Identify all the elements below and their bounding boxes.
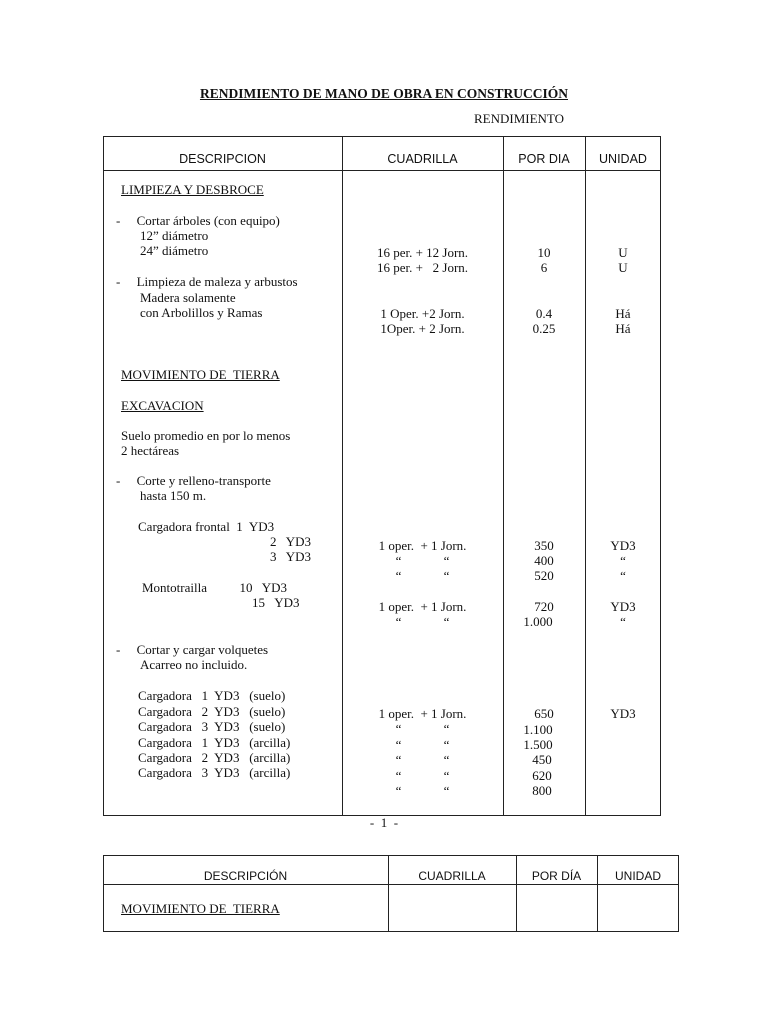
item-diametro-12: 12” diámetro — [140, 228, 209, 243]
unidad-cell: “ — [620, 568, 626, 583]
item-cortar-cargar: - Cortar y cargar volquetes — [116, 642, 269, 657]
cuadrilla-cell: 16 per. + 12 Jorn. — [376, 245, 469, 260]
cuadrilla-cell: 1 oper. + 1 Jorn. — [378, 538, 467, 553]
por-dia-cell: 650 — [534, 706, 554, 721]
cuadrilla-cell: “ “ — [395, 614, 450, 629]
column-divider — [597, 855, 598, 932]
por-dia-cell: 350 — [534, 538, 554, 553]
por-dia-cell: 6 — [540, 260, 548, 275]
cuadrilla-cell: 1 Oper. +2 Jorn. — [380, 306, 465, 321]
section-heading-movimiento: MOVIMIENTO DE TIERRA — [121, 367, 280, 382]
item-arbolillos: con Arbolillos y Ramas — [140, 305, 263, 320]
por-dia-cell: 1.100 — [523, 722, 553, 737]
unidad-cell: “ — [620, 553, 626, 568]
item-acarreo: Acarreo no incluido. — [140, 657, 248, 672]
item-montotrailla: 15 YD3 — [252, 595, 300, 610]
cuadrilla-cell: “ “ — [395, 553, 450, 568]
item-cargadora: Cargadora 2 YD3 (arcilla) — [138, 750, 291, 765]
item-suelo-promedio: Suelo promedio en por lo menos — [121, 428, 291, 443]
item-limpieza-maleza: - Limpieza de maleza y arbustos — [116, 274, 298, 289]
section-heading-limpieza: LIMPIEZA Y DESBROCE — [121, 182, 264, 197]
item-cargadora: Cargadora 3 YD3 (suelo) — [138, 719, 286, 734]
unidad-cell: Há — [615, 306, 631, 321]
cuadrilla-cell: 1 oper. + 1 Jorn. — [378, 706, 467, 721]
por-dia-cell: 10 — [537, 245, 551, 260]
por-dia-cell: 520 — [534, 568, 554, 583]
item-diametro-24: 24” diámetro — [140, 243, 209, 258]
page-number: - 1 - — [369, 815, 399, 830]
item-cargadora: Cargadora 1 YD3 (suelo) — [138, 688, 286, 703]
section-heading-movimiento: MOVIMIENTO DE TIERRA — [121, 901, 280, 916]
header-divider — [103, 170, 661, 171]
item-cortar-arboles: - Cortar árboles (con equipo) — [116, 213, 280, 228]
cuadrilla-cell: 16 per. + 2 Jorn. — [376, 260, 469, 275]
unidad-cell: YD3 — [610, 706, 636, 721]
item-cargadora: Cargadora 3 YD3 (arcilla) — [138, 765, 291, 780]
cuadrilla-cell: 1Oper. + 2 Jorn. — [380, 321, 465, 336]
column-divider — [388, 855, 389, 932]
item-madera: Madera solamente — [140, 290, 236, 305]
cuadrilla-cell: “ “ — [395, 737, 450, 752]
unidad-cell: Há — [615, 321, 631, 336]
unidad-cell: U — [618, 245, 628, 260]
rendimiento-label: RENDIMIENTO — [474, 111, 565, 126]
item-cargadora: Cargadora 2 YD3 (suelo) — [138, 704, 286, 719]
header-cuadrilla: CUADRILLA — [418, 869, 486, 883]
section-heading-excavacion: EXCAVACION — [121, 398, 204, 413]
header-por-dia: POR DÍA — [531, 869, 582, 883]
por-dia-cell: 1.000 — [523, 614, 553, 629]
cuadrilla-cell: “ “ — [395, 783, 450, 798]
item-cargadora-frontal: 3 YD3 — [270, 549, 312, 564]
unidad-cell: YD3 — [610, 599, 636, 614]
item-cargadora-frontal: 2 YD3 — [270, 534, 312, 549]
header-descripcion: DESCRIPCION — [179, 152, 266, 166]
item-hasta-150: hasta 150 m. — [140, 488, 207, 503]
item-hectareas: 2 hectáreas — [121, 443, 180, 458]
column-divider — [516, 855, 517, 932]
unidad-cell: “ — [620, 614, 626, 629]
cuadrilla-cell: “ “ — [395, 752, 450, 767]
unidad-cell: U — [618, 260, 628, 275]
cuadrilla-cell: “ “ — [395, 721, 450, 736]
header-descripcion: DESCRIPCIÓN — [203, 869, 288, 883]
item-corte-relleno: - Corte y relleno-transporte — [116, 473, 271, 488]
por-dia-cell: 1.500 — [523, 737, 553, 752]
por-dia-cell: 620 — [532, 768, 552, 783]
por-dia-cell: 400 — [534, 553, 554, 568]
por-dia-cell: 0.4 — [535, 306, 553, 321]
header-unidad: UNIDAD — [599, 152, 647, 166]
cuadrilla-cell: “ “ — [395, 568, 450, 583]
continuation-table — [103, 855, 679, 932]
header-por-dia: POR DIA — [518, 152, 570, 166]
header-cuadrilla: CUADRILLA — [387, 152, 458, 166]
item-cargadora: Cargadora 1 YD3 (arcilla) — [138, 735, 291, 750]
header-divider — [103, 884, 679, 885]
cuadrilla-cell: 1 oper. + 1 Jorn. — [378, 599, 467, 614]
por-dia-cell: 720 — [534, 599, 554, 614]
unidad-cell: YD3 — [610, 538, 636, 553]
por-dia-cell: 800 — [532, 783, 552, 798]
document-title: RENDIMIENTO DE MANO DE OBRA EN CONSTRUCCIÓN — [199, 86, 569, 101]
item-montotrailla: Montotrailla 10 YD3 — [142, 580, 288, 595]
por-dia-cell: 0.25 — [532, 321, 556, 336]
por-dia-cell: 450 — [532, 752, 552, 767]
cuadrilla-cell: “ “ — [395, 768, 450, 783]
item-cargadora-frontal: Cargadora frontal 1 YD3 — [138, 519, 275, 534]
header-unidad: UNIDAD — [614, 869, 661, 883]
